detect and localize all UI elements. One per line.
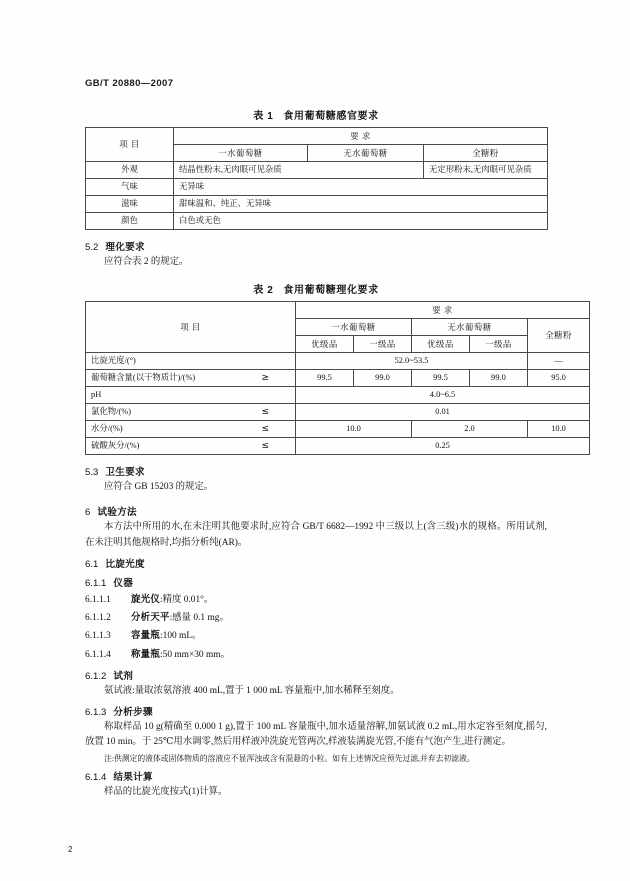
table2-item-symbol: ≤ (261, 406, 269, 417)
table2-item-label: 水分/(%) (91, 423, 123, 433)
table1-subcol-monohydrate: 一水葡萄糖 (174, 145, 308, 162)
table-row (86, 213, 548, 230)
table1-col-requirement: 要 求 (174, 128, 548, 145)
section-6-1-2-body: 氨试液:量取浓氨溶液 400 mL,置于 1 000 mL 容量瓶中,加水稀释至刻度。 (104, 685, 400, 696)
table2-grade-mono-first: 一级品 (354, 336, 412, 353)
table-row (86, 387, 590, 404)
table2-grade-anhy-top: 优级品 (412, 336, 470, 353)
section-5-3-heading (85, 464, 547, 478)
page-content (85, 78, 572, 802)
table2-value-glucose-anhy-first: 99.0 (470, 370, 528, 387)
table2-value-moisture-mono: 10.0 (296, 421, 412, 438)
section-6-1-4-body: 样品的比旋光度按式(1)计算。 (104, 787, 228, 798)
table2-item-ph (86, 387, 296, 404)
clause-6-1-1-4-text: :50 mm×30 mm。 (160, 649, 230, 660)
table1-value-color: 白色或无色 (174, 213, 548, 230)
section-6-1-3-heading (85, 704, 547, 718)
table2-value-moisture-tsp: 10.0 (528, 421, 590, 438)
table2-group-total-sugar-powder: 全糖粉 (528, 319, 590, 353)
table1-subcol-anhydrous: 无水葡萄糖 (308, 145, 424, 162)
clause-6-1-1-2-text: :感量 0.1 mg。 (169, 613, 229, 624)
table1-item-taste: 滋味 (86, 196, 174, 213)
clause-6-1-1-4 (85, 646, 547, 663)
section-6-1-1-title: 仪器 (113, 577, 134, 589)
table2-group-monohydrate: 一水葡萄糖 (296, 319, 412, 336)
table1-subcol-total-sugar-powder: 全糖粉 (424, 145, 548, 162)
table-row (86, 421, 590, 438)
table1-value-appearance-amorphous: 无定形粉末,无肉眼可见杂质 (424, 162, 548, 179)
table-row (86, 404, 590, 421)
section-6-title: 试验方法 (97, 507, 137, 519)
table2-grade-anhy-first: 一级品 (470, 336, 528, 353)
table2-grade-mono-top: 优级品 (296, 336, 354, 353)
table1-value-taste: 甜味温和、纯正、无异味 (174, 196, 548, 213)
table1-value-odor: 无异味 (174, 179, 548, 196)
section-5-3-body: 应符合 GB 15203 的规定。 (104, 482, 214, 493)
table1-caption-title: 食用葡萄糖感官要求 (283, 111, 379, 122)
clause-6-1-1-3-text: :100 mL。 (160, 631, 202, 642)
section-6-1-number: 6.1 (85, 558, 99, 570)
table1-value-appearance-crystal: 结晶性粉末,无肉眼可见杂质 (174, 162, 424, 179)
section-5-2-body: 应符合表 2 的规定。 (104, 257, 189, 267)
table2-item-label: 比旋光度/(°) (91, 355, 136, 365)
section-5-2-title: 理化要求 (105, 242, 145, 253)
clause-6-1-1-4-label: 称量瓶 (131, 647, 161, 659)
table2-item-symbol: ≤ (261, 440, 269, 451)
section-6-1-3-title: 分析步骤 (113, 707, 153, 719)
table2-item-symbol: ≥ (261, 372, 269, 383)
table2-item-sulfated-ash (86, 438, 296, 455)
table1-caption (85, 107, 547, 122)
clause-6-1-1-1-label: 旋光仪 (131, 592, 161, 604)
section-6-1-heading (85, 556, 547, 570)
section-5-3-title: 卫生要求 (105, 467, 145, 479)
clause-6-1-1-1-number: 6.1.1.1 (85, 594, 111, 605)
clause-6-1-1-1-text: :精度 0.01°。 (160, 594, 214, 605)
table2-caption-title: 食用葡萄糖理化要求 (283, 285, 379, 297)
table2-item-label: pH (91, 389, 102, 399)
clause-6-1-1-3 (85, 627, 547, 644)
table2-header-row-1 (86, 302, 590, 319)
clause-6-1-1-2-label: 分析天平 (131, 611, 170, 623)
table2-value-specific-rotation-tsp: — (528, 353, 590, 370)
section-6-1-2-heading (85, 668, 547, 682)
section-6-heading (85, 504, 547, 518)
clause-6-1-1-2 (85, 609, 547, 626)
section-6-1-4-heading (85, 769, 547, 783)
table2-col-item: 项 目 (86, 302, 296, 353)
section-5-2-heading (85, 239, 547, 253)
section-6-1-title: 比旋光度 (105, 558, 145, 570)
clause-6-1-1-1 (85, 591, 547, 608)
table2-col-requirement: 要 求 (296, 302, 590, 319)
table2-item-symbol: ≤ (261, 423, 269, 434)
table2-item-chloride (86, 404, 296, 421)
section-6-1-4-number: 6.1.4 (85, 772, 107, 784)
table2-value-sulfated-ash: 0.25 (296, 438, 590, 455)
section-6-1-1-heading (85, 575, 547, 589)
table2-item-label: 氯化物/(%) (91, 406, 132, 416)
table2-value-ph: 4.0~6.5 (296, 387, 590, 404)
table1-item-odor: 气味 (86, 179, 174, 196)
table-row (86, 196, 548, 213)
table2-value-glucose-mono-first: 99.0 (354, 370, 412, 387)
table2-item-label: 葡萄糖含量(以干物质计)/(%) (91, 372, 196, 382)
table2-group-anhydrous: 无水葡萄糖 (412, 319, 528, 336)
page-number: 2 (68, 845, 73, 854)
table2-value-glucose-mono-top: 99.5 (296, 370, 354, 387)
table2-value-chloride: 0.01 (296, 404, 590, 421)
section-6-1-2-number: 6.1.2 (85, 670, 107, 682)
table2-value-glucose-anhy-top: 99.5 (412, 370, 470, 387)
section-6-1-1-number: 6.1.1 (85, 577, 107, 589)
table2-physicochemical-requirements (85, 301, 590, 455)
table-row (86, 370, 590, 387)
table2-item-moisture (86, 421, 296, 438)
section-6-body: 本方法中所用的水,在未注明其他要求时,应符合 GB/T 6682—1992 中三级以上(含三级)水的规格。所用试剂,在未注明其他规格时,均指分析纯(AR)。 (85, 522, 547, 548)
table1-caption-number: 表 1 (253, 111, 274, 122)
section-6-number: 6 (85, 507, 91, 519)
table2-caption-number: 表 2 (253, 285, 274, 297)
section-6-1-4-title: 结果计算 (113, 772, 153, 784)
table2-value-moisture-anhy: 2.0 (412, 421, 528, 438)
table1-item-appearance: 外观 (86, 162, 174, 179)
section-5-3-number: 5.3 (85, 467, 99, 479)
table-row (86, 179, 548, 196)
clause-6-1-1-3-label: 容量瓶 (131, 629, 161, 641)
section-6-1-3-number: 6.1.3 (85, 707, 107, 719)
table2-item-specific-rotation (86, 353, 296, 370)
table2-value-specific-rotation-range: 52.0~53.5 (296, 353, 528, 370)
clause-6-1-1-2-number: 6.1.1.2 (85, 613, 111, 624)
section-5-2-number: 5.2 (85, 242, 99, 253)
standard-number-header: GB/T 20880—2007 (85, 78, 174, 89)
table1-col-item: 项 目 (86, 128, 174, 162)
table-row (86, 438, 590, 455)
section-6-1-2-title: 试剂 (113, 670, 134, 682)
table2-caption (85, 281, 547, 296)
section-6-1-3-note: 注:供测定的液体或固体物质的溶液应不显浑浊或含有混悬的小粒。如有上述情况应预先过滤,并弃去初滤液。 (104, 753, 475, 763)
table1-item-color: 颜色 (86, 213, 174, 230)
table2-item-label: 硫酸灰分/(%) (91, 440, 140, 450)
table-row (86, 353, 590, 370)
clause-6-1-1-4-number: 6.1.1.4 (85, 649, 111, 660)
clause-6-1-1-3-number: 6.1.1.3 (85, 631, 111, 642)
table2-value-glucose-tsp: 95.0 (528, 370, 590, 387)
table1-header-row-1 (86, 128, 548, 145)
table2-item-glucose-content (86, 370, 296, 387)
section-6-1-3-body: 称取样品 10 g(精确至 0.000 1 g),置于 100 mL 容量瓶中,加水适量溶解,加氨试液 0.2 mL,用水定容至刻度,摇匀,放置 10 min。于 25℃用水调零,然后用样液冲洗旋光管两次,样液装满旋光管,不能有气泡产生,进行测定。 (85, 722, 547, 748)
table-row (86, 162, 548, 179)
table1-sensory-requirements (85, 127, 548, 230)
